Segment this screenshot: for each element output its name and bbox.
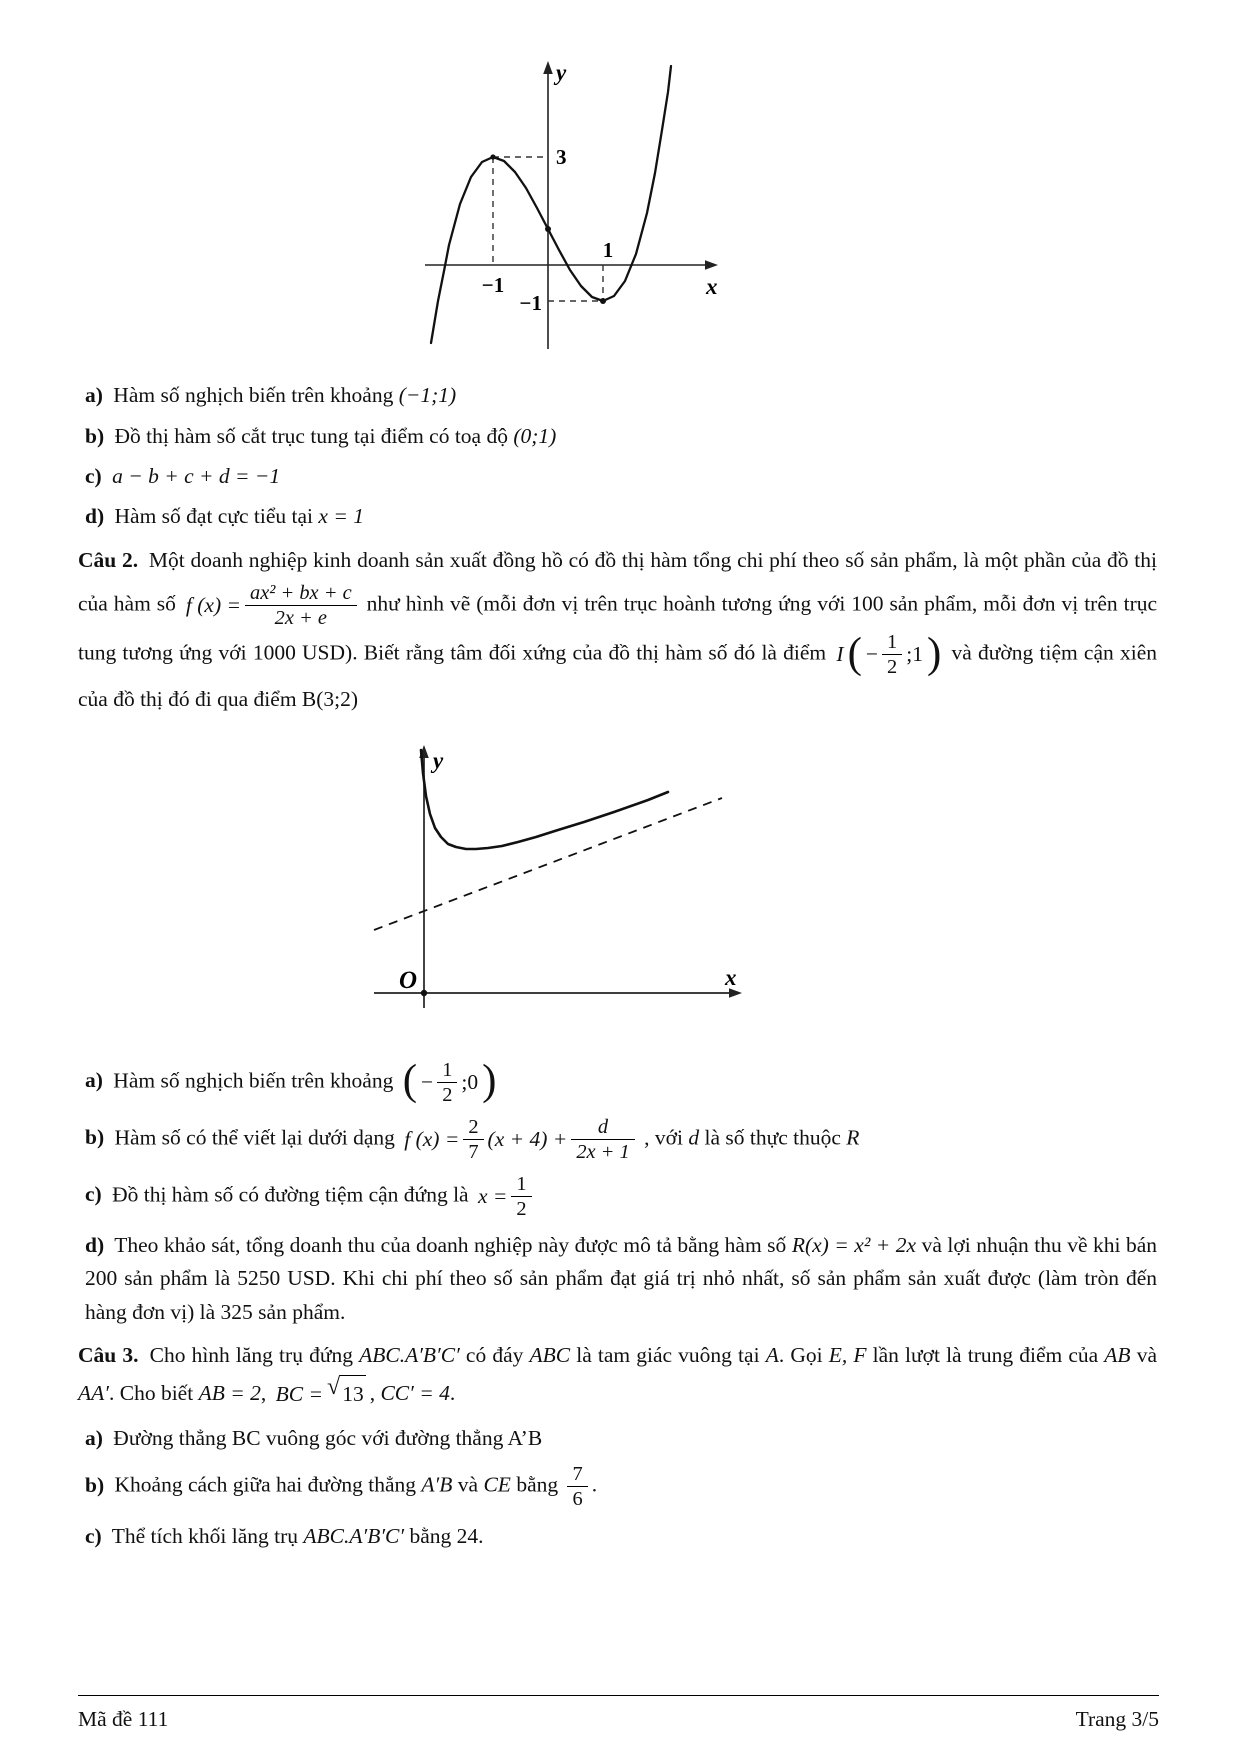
fraction-numerator: 1 <box>437 1058 457 1083</box>
vertex-name: A <box>765 1343 779 1368</box>
axes <box>374 754 735 1008</box>
statement-label: b) <box>85 423 105 448</box>
question-text: và <box>1136 1343 1157 1368</box>
statement-text: , với <box>644 1125 683 1150</box>
segment-aa: AA′ <box>78 1380 109 1405</box>
statement-1b <box>78 420 1157 452</box>
statement-text: và <box>457 1472 479 1497</box>
statement-1d <box>78 500 1157 532</box>
statement-3b <box>78 1462 1157 1511</box>
fraction-denominator: 2 <box>887 656 898 679</box>
question-text: là tam giác vuông tại <box>576 1343 760 1368</box>
two-sevenths-fraction <box>463 1115 483 1164</box>
prism-name-math: ABC.A′B′C′ <box>303 1523 405 1548</box>
statement-text: bằng <box>516 1472 559 1497</box>
fraction-numerator: d <box>571 1115 634 1140</box>
question-text: . Cho biết <box>108 1380 194 1405</box>
prism-name: ABC.A′B′C′ <box>359 1343 460 1368</box>
minus-sign: − <box>421 1070 434 1095</box>
statement-2a <box>78 1058 1157 1107</box>
max-value-label: 3 <box>556 145 567 169</box>
rewritten-function-formula <box>404 1115 635 1164</box>
half-fraction <box>882 630 902 679</box>
page-footer <box>78 1695 1159 1735</box>
cost-function-formula <box>186 581 357 630</box>
left-paren: ( <box>847 629 862 677</box>
question-label: Câu 3. <box>78 1343 139 1368</box>
radical-icon: √ <box>326 1374 341 1401</box>
statement-2b <box>78 1115 1157 1164</box>
x-left-label: −1 <box>481 273 505 297</box>
exam-code: Mã đề 111 <box>78 1706 169 1731</box>
cubic-graph-figure <box>410 50 730 371</box>
y-axis-label: y <box>433 748 444 774</box>
statement-label: d) <box>85 1233 105 1258</box>
statement-text: Hàm số nghịch biến trên khoảng <box>113 383 394 408</box>
minus-sign: − <box>865 642 879 667</box>
statement-text: Theo khảo sát, tổng doanh thu của doanh nghiệp này được mô tả bằng hàm số <box>114 1233 787 1258</box>
local-max-point <box>490 154 495 159</box>
function-fraction <box>245 581 357 630</box>
revenue-function-math: R(x) = x² + 2x <box>791 1233 917 1258</box>
ab-length-math: AB = 2 <box>198 1380 261 1405</box>
x-value-math: x = 1 <box>318 504 364 528</box>
fraction-denominator: 2x + e <box>274 607 327 630</box>
question-2 <box>78 540 1157 720</box>
statement-label: a) <box>85 1068 103 1093</box>
cubic-function-graph <box>410 50 730 362</box>
equation-math: a − b + c + d = −1 <box>112 463 281 488</box>
function-lhs: f (x) = <box>404 1127 460 1152</box>
statement-text: Đường thẳng BC vuông góc với đường thẳng A’B <box>113 1426 543 1451</box>
fraction-numerator: 1 <box>882 630 902 655</box>
radicand: 13 <box>340 1375 366 1414</box>
cc-length-math: CC′ = 4 <box>380 1380 450 1405</box>
y-intercept-point <box>545 226 551 232</box>
statement-text: là số thực thuộc <box>704 1125 841 1150</box>
fraction-denominator: 6 <box>572 1488 583 1511</box>
seven-sixths-fraction <box>567 1462 587 1511</box>
statement-label: d) <box>85 504 105 528</box>
y-axis-label: y <box>556 60 567 85</box>
statement-1a <box>78 379 1157 411</box>
page-number: Trang 3/5 <box>1075 1706 1159 1731</box>
fraction-denominator: 2 <box>442 1083 453 1106</box>
x-equals: x = <box>477 1184 508 1209</box>
half-fraction <box>437 1058 457 1107</box>
rational-graph-figure <box>366 738 756 1035</box>
d-fraction <box>571 1115 634 1164</box>
oblique-asymptote-dashed <box>374 798 722 930</box>
origin-label: O <box>398 967 417 995</box>
real-set-symbol: R <box>846 1125 860 1150</box>
rational-curve <box>421 750 668 849</box>
statement-label: b) <box>85 1472 105 1497</box>
question-text: Một doanh nghiệp kinh doanh sản xuất đồng hồ có đồ thị hàm tổng chi phí theo số sản phẩm, là một phần của đồ thị của hàm số <box>78 548 1158 616</box>
line-ab-math: A′B <box>421 1472 453 1497</box>
question-label: Câu 2. <box>78 548 139 573</box>
x-axis-label: x <box>706 274 718 299</box>
question-text: Cho hình lăng trụ đứng <box>149 1343 353 1368</box>
bc-length-formula <box>276 1375 366 1414</box>
statement-label: b) <box>85 1125 105 1150</box>
statement-2c <box>78 1172 1157 1221</box>
variable-d: d <box>688 1125 700 1150</box>
statement-3a <box>78 1422 1157 1454</box>
question-text: và đường tiệm cận xiên của đồ thị đó đi qua điểm B(3;2) <box>78 640 1157 712</box>
min-value-label: −1 <box>519 291 542 315</box>
statement-label: a) <box>85 383 103 408</box>
question-text: như hình vẽ (mỗi đơn vị trên trục hoành tương ứng với 100 sản phẩm, mỗi đơn vị trên trục tung tương ứng với 1000 USD). Biết rằng tâm đối xứng của đồ thị hàm số đó là điểm <box>78 591 1158 665</box>
period: . <box>591 1472 598 1497</box>
statement-3c <box>78 1520 1157 1552</box>
axes <box>425 70 711 349</box>
statement-text: Hàm số nghịch biến trên khoảng <box>113 1068 394 1093</box>
coordinate-rest: ;1 <box>906 642 923 667</box>
half-fraction <box>511 1172 531 1221</box>
point-math: (0;1) <box>513 423 557 448</box>
point-name: I <box>836 642 844 667</box>
statement-label: a) <box>85 1426 103 1451</box>
statement-1c <box>78 460 1157 492</box>
right-paren: ) <box>482 1056 497 1104</box>
comma: , <box>260 1380 267 1405</box>
question-text: lần lượt là trung điểm của <box>872 1343 1099 1368</box>
fraction-numerator: 2 <box>463 1115 483 1140</box>
x-axis-label: x <box>725 965 737 991</box>
segment-ab: AB <box>1104 1343 1131 1368</box>
y-axis-arrow-icon <box>543 61 553 74</box>
statement-label: c) <box>85 463 102 488</box>
question-3 <box>78 1337 1157 1414</box>
function-lhs: f (x) = <box>185 593 241 618</box>
origin-point <box>421 990 427 996</box>
x-right-label: 1 <box>602 238 614 262</box>
statement-text: Hàm số có thể viết lại dưới dạng <box>114 1125 395 1150</box>
statement-2d <box>78 1229 1157 1329</box>
statement-text: bằng 24. <box>409 1523 484 1548</box>
statement-text: Khoảng cách giữa hai đường thẳng <box>114 1472 417 1497</box>
x-axis-arrow-icon <box>705 260 718 270</box>
vertical-asymptote-formula <box>478 1172 532 1221</box>
fraction-denominator: 7 <box>468 1140 479 1163</box>
comma: , <box>369 1380 376 1405</box>
statement-text: Hàm số đạt cực tiểu tại <box>114 504 314 528</box>
local-min-point <box>600 298 606 304</box>
rational-function-graph <box>366 738 756 1026</box>
square-root <box>327 1375 366 1414</box>
line-ce-math: CE <box>483 1472 511 1497</box>
symmetry-center-formula <box>836 630 941 679</box>
statement-label: c) <box>85 1182 102 1207</box>
period: . <box>449 1380 456 1405</box>
interval-math: (−1;1) <box>398 383 457 408</box>
right-paren: ) <box>926 629 942 677</box>
statement-text: Đồ thị hàm số có đường tiệm cận đứng là <box>112 1182 469 1207</box>
triangle-name: ABC <box>529 1343 571 1368</box>
fraction-denominator: 2 <box>516 1198 527 1221</box>
fraction-denominator: 2x + 1 <box>576 1140 630 1163</box>
statement-text: Đồ thị hàm số cắt trục tung tại điểm có toạ độ <box>114 423 508 448</box>
statement-text: và lợi nhuận thu về khi bán 200 sản phẩm là 5250 USD. Khi chi phí theo số sản phẩm đạt giá trị nhỏ nhất, số sản phẩm sản xuất được (làm tròn đến hàng đơn vị) là 325 sản phẩm. <box>85 1233 1158 1324</box>
distance-fraction-formula <box>567 1462 587 1511</box>
interval-formula <box>403 1058 497 1107</box>
bc-equals: BC = <box>275 1381 323 1406</box>
fraction-numerator: ax² + bx + c <box>245 581 357 606</box>
points-names: E, F <box>828 1343 867 1368</box>
question-text: có đáy <box>465 1343 524 1368</box>
left-paren: ( <box>402 1056 418 1104</box>
question-text: . Gọi <box>778 1343 823 1368</box>
fraction-numerator: 1 <box>511 1172 531 1197</box>
middle-term: (x + 4) + <box>487 1127 568 1152</box>
statement-text: Thể tích khối lăng trụ <box>111 1523 298 1548</box>
fraction-numerator: 7 <box>567 1462 587 1487</box>
statement-label: c) <box>85 1523 102 1548</box>
interval-rest: ;0 <box>461 1070 479 1095</box>
